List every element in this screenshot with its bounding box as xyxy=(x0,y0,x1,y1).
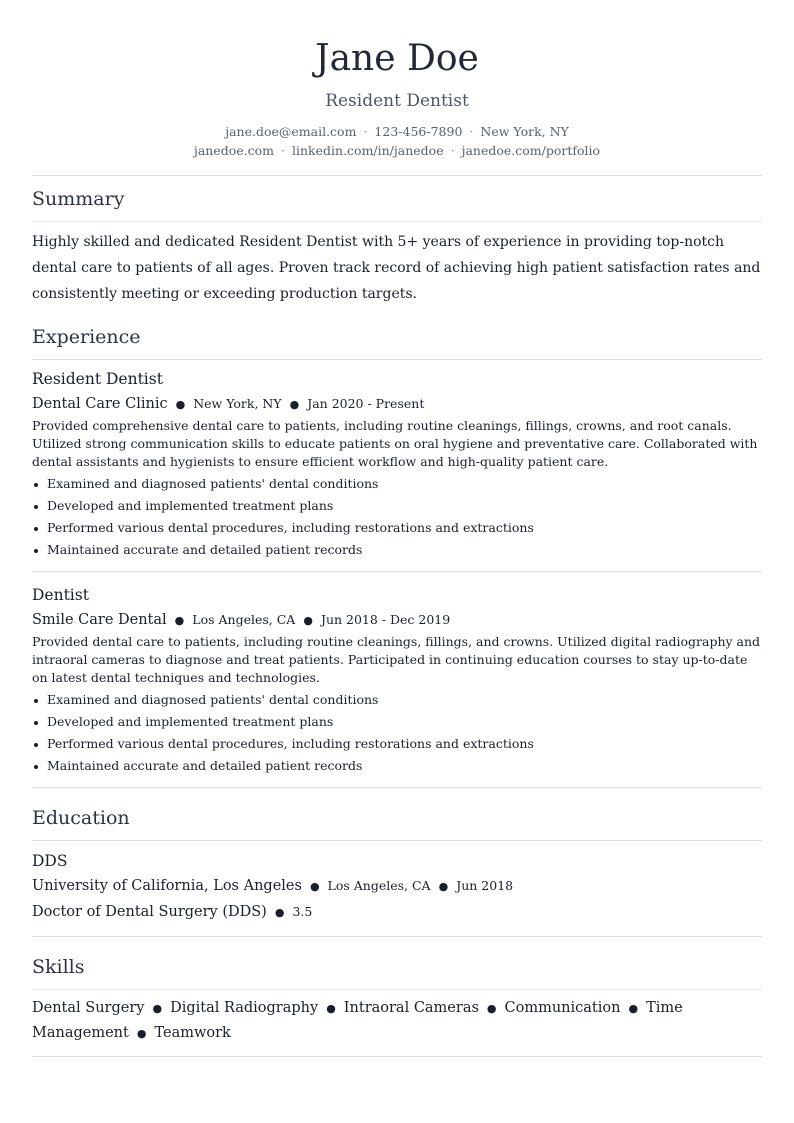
divider xyxy=(32,936,762,937)
skill-item: Dental Surgery xyxy=(32,1000,145,1016)
job-location: Los Angeles, CA xyxy=(192,612,296,627)
job-description: Provided dental care to patients, including routine cleanings, fillings, and crowns. Utilized digital radiography and intraoral cameras to diagnose and treat patients. Participated in continuing education courses to stay up-to-date on latest dental techniques and technologies. xyxy=(32,634,761,685)
section-title-skills: Skills xyxy=(32,956,85,978)
separator: · xyxy=(469,124,474,139)
job-bullets xyxy=(32,689,762,777)
phone-number: 123-456-7890 xyxy=(374,124,463,139)
bullet-separator: ● xyxy=(438,880,449,893)
degree-name: DDS xyxy=(32,852,68,870)
school-name: University of California, Los Angeles xyxy=(32,878,302,894)
job-entry xyxy=(32,585,762,777)
graduation-date: Jun 2018 xyxy=(456,878,514,893)
list-item: Examined and diagnosed patients' dental conditions xyxy=(32,473,762,495)
summary-text: Highly skilled and dedicated Resident Dentist with 5+ years of experience in providing top-notch dental care to patients of all ages. Proven track record of achieving high patient satisfaction rates and consistently meeting or exceeding production targets. xyxy=(32,234,761,302)
divider xyxy=(32,175,762,176)
education-section xyxy=(32,806,762,937)
skill-item: Intraoral Cameras xyxy=(343,1000,479,1016)
list-item: Maintained accurate and detailed patient records xyxy=(32,755,762,777)
website-link[interactable]: janedoe.com xyxy=(193,143,275,158)
divider xyxy=(32,221,762,222)
bullet-separator: ● xyxy=(309,880,320,893)
bullet-separator: ● xyxy=(289,398,300,411)
school-location: Los Angeles, CA xyxy=(327,878,431,893)
skill-item: Time Management xyxy=(32,1000,683,1041)
divider xyxy=(32,1056,762,1057)
bullet-separator: ● xyxy=(628,1002,639,1015)
bullet-separator: ● xyxy=(174,614,185,627)
divider xyxy=(32,359,762,360)
list-item: Maintained accurate and detailed patient records xyxy=(32,539,762,561)
skill-item: Teamwork xyxy=(154,1025,231,1041)
job-meta xyxy=(32,394,762,415)
bullet-separator: ● xyxy=(303,614,313,627)
bullet-separator: ● xyxy=(326,1002,336,1015)
divider xyxy=(32,840,762,841)
list-item: Developed and implemented treatment plans xyxy=(32,711,762,733)
job-title: Resident Dentist xyxy=(32,370,163,388)
separator: · xyxy=(450,143,455,158)
bullet-separator: ● xyxy=(175,398,186,411)
job-description: Provided comprehensive dental care to patients, including routine cleanings, fillings, crowns, and root canals. Utilized strong communication skills to educate patients on oral hygiene and preventative care. Collaborated with dental assistants and hygienists to ensure efficient workflow and high-quality patient care. xyxy=(32,418,758,469)
job-title: Dentist xyxy=(32,586,89,604)
skills-section xyxy=(32,955,762,1057)
section-title-summary: Summary xyxy=(32,188,125,210)
divider xyxy=(32,571,762,572)
separator: · xyxy=(281,143,285,158)
contact-line-2 xyxy=(32,141,762,160)
section-title-experience: Experience xyxy=(32,326,141,348)
section-title-education: Education xyxy=(32,807,130,829)
divider xyxy=(32,787,762,788)
divider xyxy=(32,989,762,990)
location: New York, NY xyxy=(480,124,569,139)
job-meta xyxy=(32,610,762,631)
gpa: 3.5 xyxy=(292,904,313,919)
bullet-separator: ● xyxy=(486,1002,497,1015)
job-entry xyxy=(32,369,762,561)
bullet-separator: ● xyxy=(152,1002,163,1015)
list-item: Examined and diagnosed patients' dental conditions xyxy=(32,689,762,711)
summary-section xyxy=(32,187,762,307)
contact-line-1 xyxy=(32,122,762,141)
job-location: New York, NY xyxy=(193,396,282,411)
bullet-separator: ● xyxy=(136,1027,147,1040)
skills-list xyxy=(32,996,762,1046)
job-dates: Jan 2020 - Present xyxy=(307,396,425,411)
job-dates: Jun 2018 - Dec 2019 xyxy=(320,612,451,627)
candidate-role: Resident Dentist xyxy=(325,91,469,111)
resume-page xyxy=(32,0,762,1057)
list-item: Performed various dental procedures, including restorations and extractions xyxy=(32,733,762,755)
linkedin-link[interactable]: linkedin.com/in/janedoe xyxy=(292,143,444,158)
job-bullets xyxy=(32,473,762,561)
contact-info xyxy=(32,122,762,160)
skill-item: Digital Radiography xyxy=(170,1000,319,1016)
company-name: Dental Care Clinic xyxy=(32,396,168,412)
separator: · xyxy=(363,124,368,139)
field-of-study: Doctor of Dental Surgery (DDS) xyxy=(32,904,267,920)
education-meta xyxy=(32,876,762,897)
email-link[interactable]: jane.doe@email.com xyxy=(225,124,357,139)
education-field xyxy=(32,902,762,923)
candidate-name: Jane Doe xyxy=(315,38,479,79)
portfolio-link[interactable]: janedoe.com/portfolio xyxy=(461,143,601,158)
company-name: Smile Care Dental xyxy=(32,612,167,628)
list-item: Performed various dental procedures, including restorations and extractions xyxy=(32,517,762,539)
list-item: Developed and implemented treatment plans xyxy=(32,495,762,517)
resume-header xyxy=(32,0,762,160)
skill-item: Communication xyxy=(504,1000,621,1016)
experience-section xyxy=(32,325,762,788)
bullet-separator: ● xyxy=(274,906,285,919)
